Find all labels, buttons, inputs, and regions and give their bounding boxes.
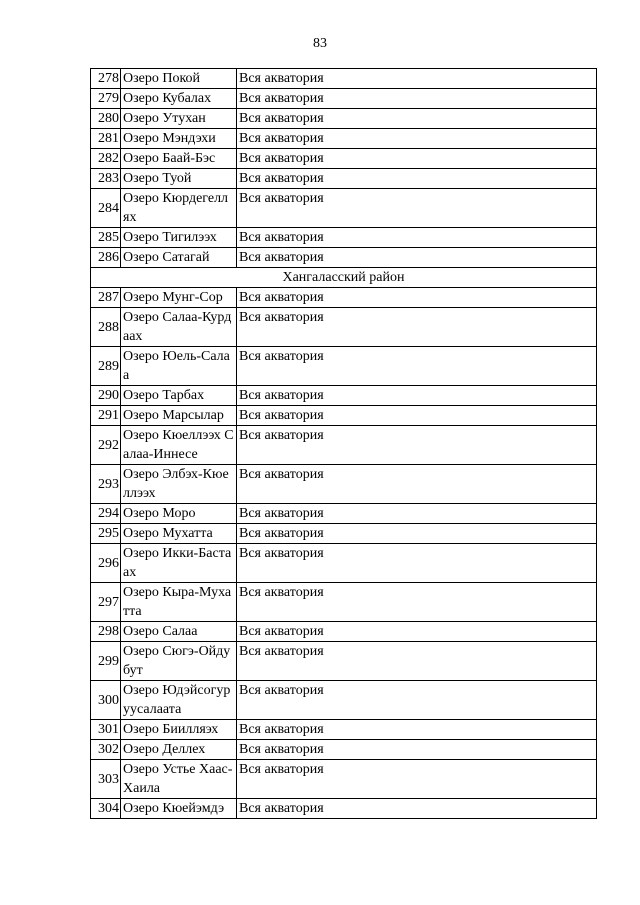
table-row — [91, 386, 597, 406]
lake-area: Вся акватория — [237, 248, 597, 268]
lake-number: 293 — [91, 465, 121, 504]
lake-area: Вся акватория — [237, 504, 597, 524]
table-row — [91, 544, 597, 583]
lake-name: Озеро Кюейэмдэ — [121, 799, 237, 819]
lake-area: Вся акватория — [237, 129, 597, 149]
lakes-table-body — [91, 69, 597, 819]
lake-name: Озеро Утухан — [121, 109, 237, 129]
lake-number: 302 — [91, 740, 121, 760]
lake-name: Озеро Марсылар — [121, 406, 237, 426]
table-row — [91, 622, 597, 642]
lake-number: 284 — [91, 189, 121, 228]
lake-name: Озеро Баай-Бэс — [121, 149, 237, 169]
lake-name: Озеро Устье Хаас-Хаила — [121, 760, 237, 799]
lake-number: 286 — [91, 248, 121, 268]
lake-area: Вся акватория — [237, 681, 597, 720]
table-row — [91, 347, 597, 386]
table-row — [91, 69, 597, 89]
lake-name: Озеро Моро — [121, 504, 237, 524]
lake-number: 283 — [91, 169, 121, 189]
table-row — [91, 169, 597, 189]
lake-name: Озеро Юдэйсогуруусалаата — [121, 681, 237, 720]
table-row — [91, 89, 597, 109]
lake-number: 281 — [91, 129, 121, 149]
table-row — [91, 149, 597, 169]
table-row — [91, 504, 597, 524]
lake-area: Вся акватория — [237, 89, 597, 109]
table-row — [91, 760, 597, 799]
district-row — [91, 268, 597, 288]
lake-area: Вся акватория — [237, 760, 597, 799]
lake-name: Озеро Икки-Бастаах — [121, 544, 237, 583]
lake-number: 299 — [91, 642, 121, 681]
lake-name: Озеро Тарбах — [121, 386, 237, 406]
lake-name: Озеро Юель-Салаа — [121, 347, 237, 386]
lake-area: Вся акватория — [237, 308, 597, 347]
table-row — [91, 129, 597, 149]
lake-name: Озеро Кюрдегеллях — [121, 189, 237, 228]
district-name: Хангаласский район — [91, 268, 597, 288]
lake-area: Вся акватория — [237, 189, 597, 228]
lake-number: 278 — [91, 69, 121, 89]
lake-name: Озеро Салаа — [121, 622, 237, 642]
lake-number: 298 — [91, 622, 121, 642]
table-row — [91, 288, 597, 308]
lake-area: Вся акватория — [237, 386, 597, 406]
lake-name: Озеро Мунг-Сор — [121, 288, 237, 308]
lake-name: Озеро Кубалах — [121, 89, 237, 109]
lake-area: Вся акватория — [237, 69, 597, 89]
lake-number: 279 — [91, 89, 121, 109]
lake-number: 304 — [91, 799, 121, 819]
lake-number: 301 — [91, 720, 121, 740]
lake-area: Вся акватория — [237, 406, 597, 426]
lake-area: Вся акватория — [237, 347, 597, 386]
lake-area: Вся акватория — [237, 583, 597, 622]
lake-area: Вся акватория — [237, 799, 597, 819]
lake-name: Озеро Мэндэхи — [121, 129, 237, 149]
lake-number: 291 — [91, 406, 121, 426]
table-row — [91, 426, 597, 465]
lakes-table — [90, 68, 597, 819]
lake-name: Озеро Мухатта — [121, 524, 237, 544]
lake-area: Вся акватория — [237, 720, 597, 740]
lake-name: Озеро Деллех — [121, 740, 237, 760]
lake-number: 295 — [91, 524, 121, 544]
lake-number: 290 — [91, 386, 121, 406]
lake-name: Озеро Салаа-Курдаах — [121, 308, 237, 347]
table-row — [91, 248, 597, 268]
lake-name: Озеро Тигилээх — [121, 228, 237, 248]
lake-number: 296 — [91, 544, 121, 583]
lake-name: Озеро Покой — [121, 69, 237, 89]
lake-area: Вся акватория — [237, 288, 597, 308]
lake-number: 289 — [91, 347, 121, 386]
lake-area: Вся акватория — [237, 228, 597, 248]
table-row — [91, 720, 597, 740]
table-row — [91, 583, 597, 622]
lake-area: Вся акватория — [237, 544, 597, 583]
lake-area: Вся акватория — [237, 426, 597, 465]
lake-number: 282 — [91, 149, 121, 169]
page-number: 83 — [313, 36, 327, 51]
lake-number: 285 — [91, 228, 121, 248]
lake-area: Вся акватория — [237, 524, 597, 544]
lake-name: Озеро Кыра-Мухатта — [121, 583, 237, 622]
table-row — [91, 681, 597, 720]
lake-area: Вся акватория — [237, 169, 597, 189]
lake-name: Озеро Сатагай — [121, 248, 237, 268]
lake-area: Вся акватория — [237, 622, 597, 642]
table-row — [91, 109, 597, 129]
lake-number: 303 — [91, 760, 121, 799]
lake-name: Озеро Биилляэх — [121, 720, 237, 740]
lake-number: 287 — [91, 288, 121, 308]
lake-number: 294 — [91, 504, 121, 524]
table-row — [91, 799, 597, 819]
lake-area: Вся акватория — [237, 149, 597, 169]
lake-name: Озеро Элбэх-Кюеллээх — [121, 465, 237, 504]
table-row — [91, 524, 597, 544]
table-row — [91, 406, 597, 426]
table-row — [91, 189, 597, 228]
lake-area: Вся акватория — [237, 740, 597, 760]
table-row — [91, 465, 597, 504]
table-row — [91, 740, 597, 760]
lake-number: 300 — [91, 681, 121, 720]
lake-name: Озеро Кюеллээх Салаа-Иннесе — [121, 426, 237, 465]
lake-number: 292 — [91, 426, 121, 465]
lake-name: Озеро Сюгэ-Ойдубут — [121, 642, 237, 681]
lake-number: 288 — [91, 308, 121, 347]
lake-number: 297 — [91, 583, 121, 622]
table-row — [91, 228, 597, 248]
lake-area: Вся акватория — [237, 109, 597, 129]
lake-name: Озеро Туой — [121, 169, 237, 189]
table-row — [91, 308, 597, 347]
table-row — [91, 642, 597, 681]
lake-number: 280 — [91, 109, 121, 129]
lake-area: Вся акватория — [237, 642, 597, 681]
lake-area: Вся акватория — [237, 465, 597, 504]
